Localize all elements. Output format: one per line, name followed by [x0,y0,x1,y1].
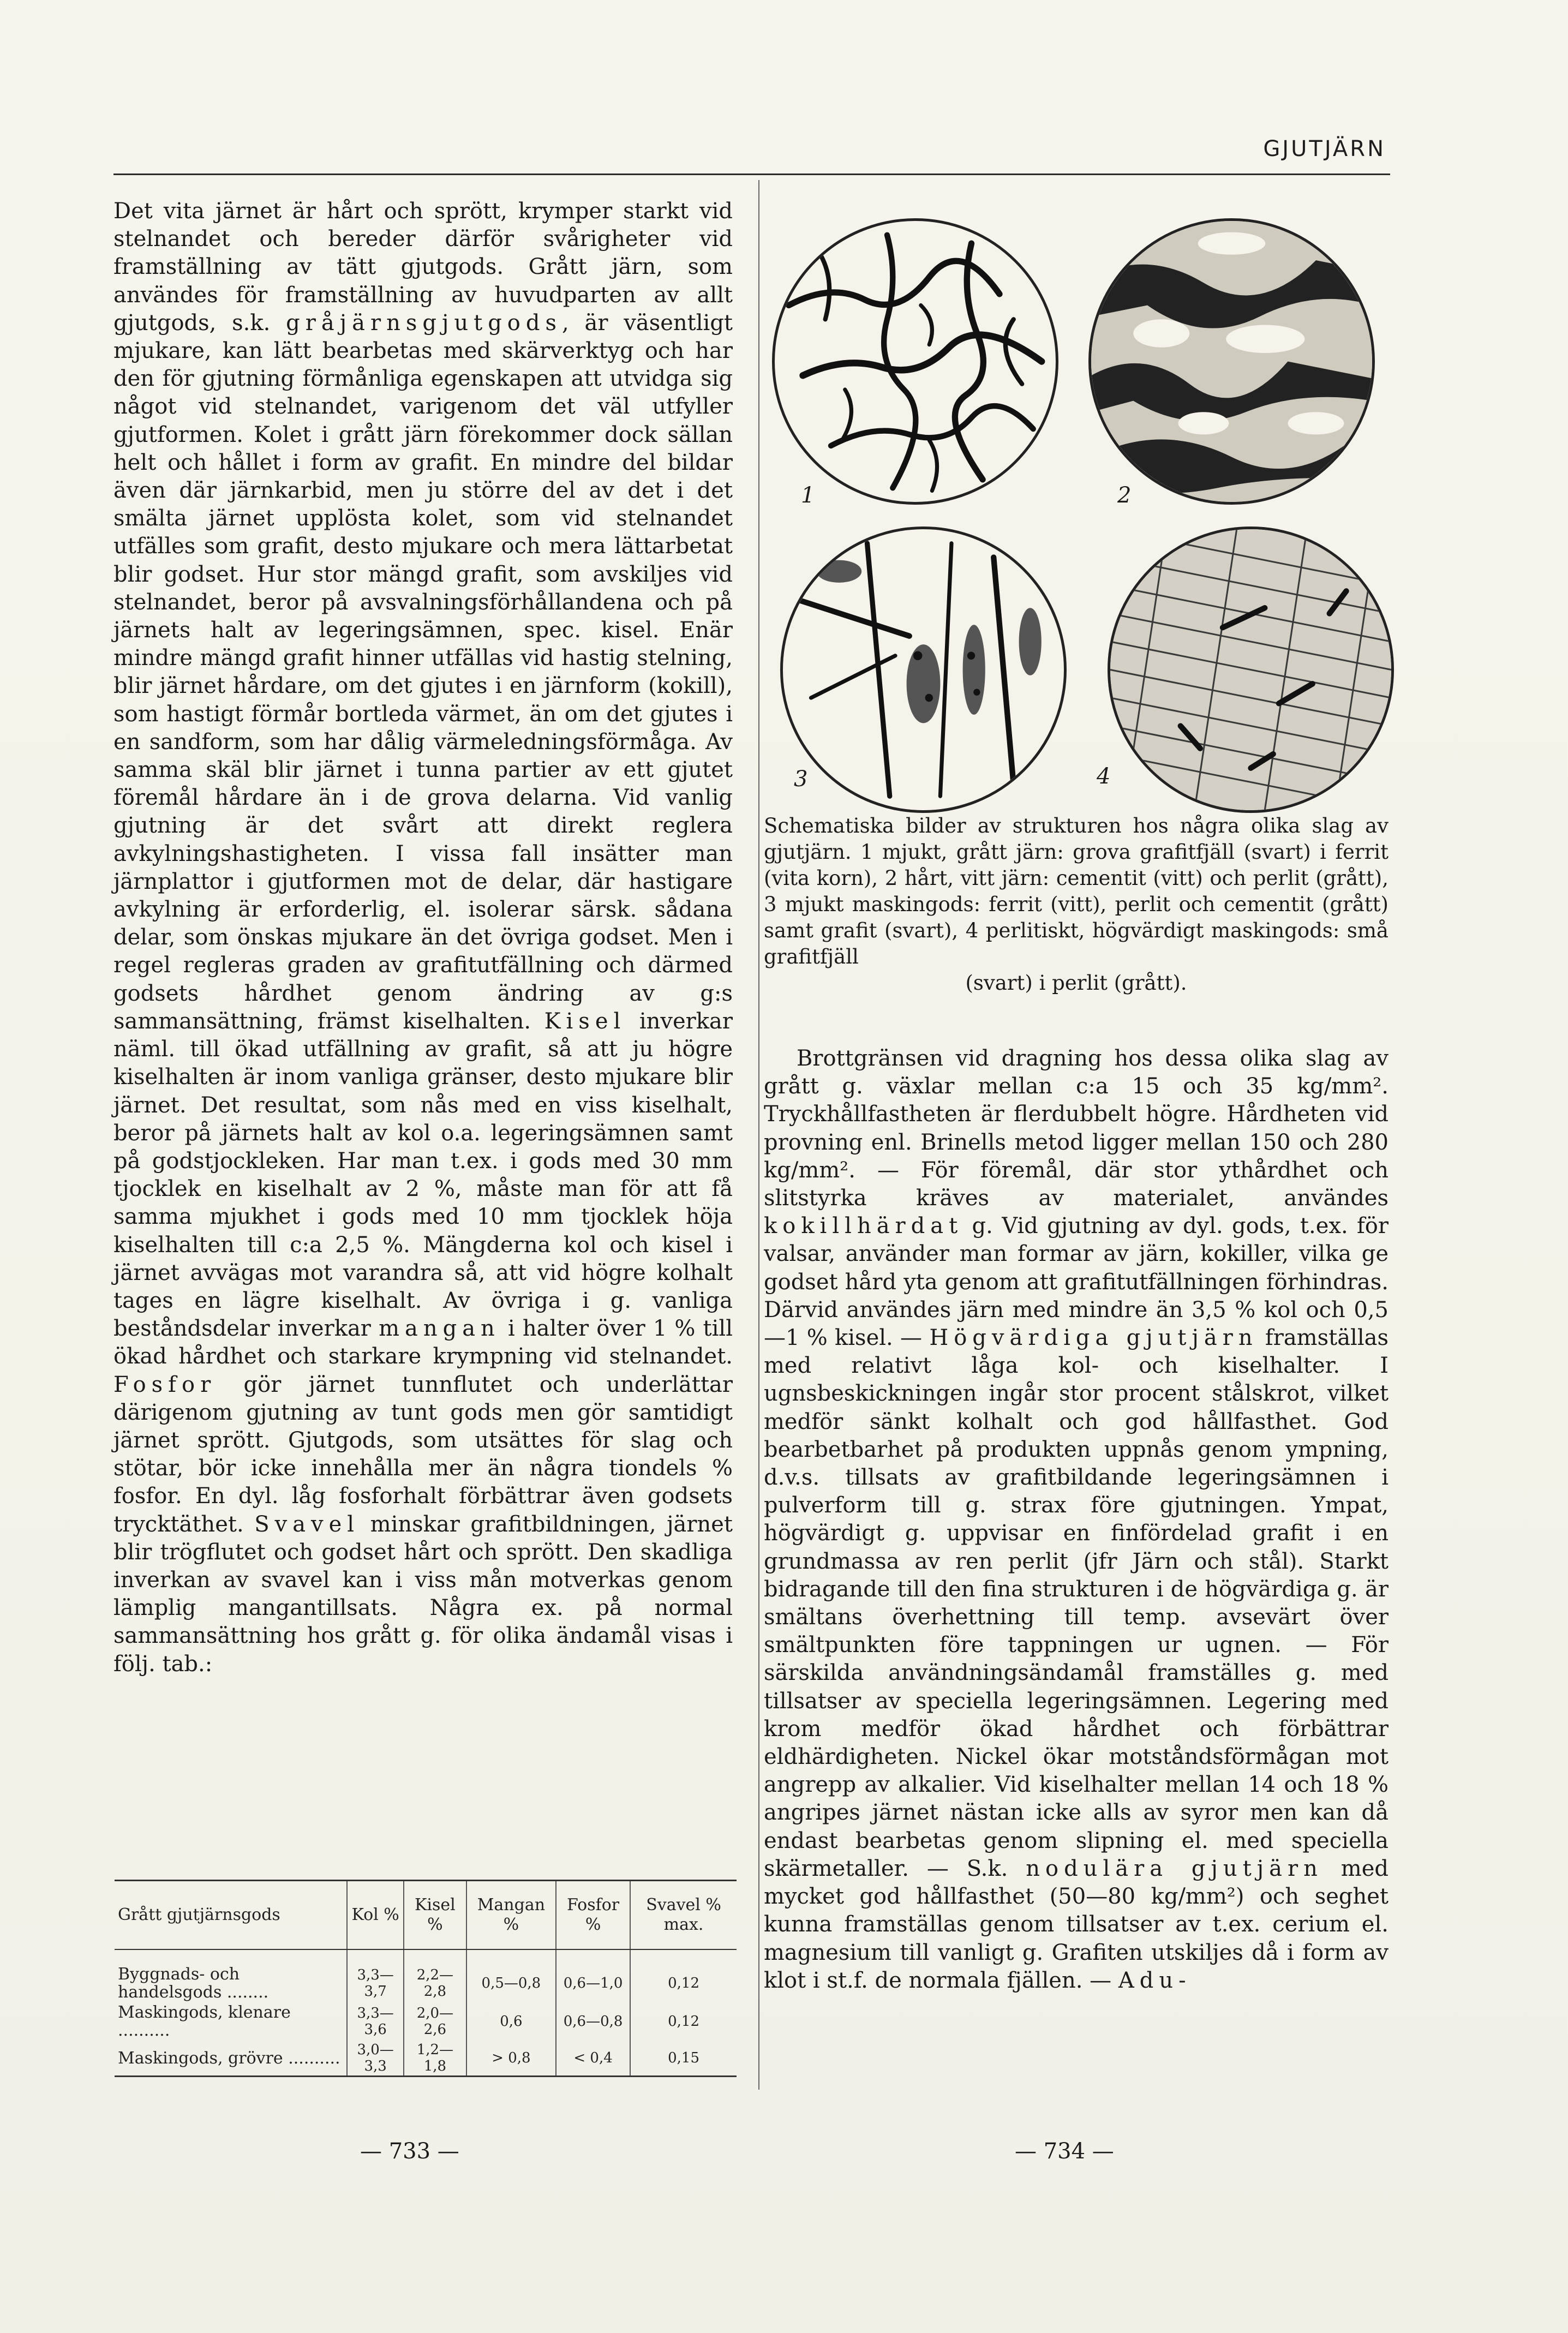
header-rule [113,174,1390,175]
figure-label: 3 [794,767,808,792]
table-cell: 0,5—0,8 [466,1964,556,2002]
table-cell: 0,6 [466,2002,556,2041]
table-row [115,1964,737,2002]
spaced-term: Kisel [544,1008,626,1034]
table-cell: 0,15 [630,2041,737,2077]
caption-text-end: (svart) i perlit (grått). [965,971,1187,995]
table-cell: 3,0—3,3 [347,2041,404,2077]
micrograph-pearlitic-high-grade [1108,527,1394,813]
page-number-left: — 733 — [360,2139,459,2164]
table-header: Fosfor % [556,1881,630,1950]
table-header: Svavel % max. [630,1881,737,1950]
spaced-term: Svavel [254,1511,360,1537]
table-header: Kol % [347,1881,404,1950]
running-head: GJUTJÄRN [1263,136,1386,161]
table-header: Grått gjutjärnsgods [115,1881,347,1950]
column-divider [758,180,759,2090]
text-run: med mycket god hållfasthet (50—80 kg/mm²) och seghet kunna framställas genom tillsatser av t.ex. cerium el. magnesium till vanligt g. Grafiten utskiljes då i form av klot i st.f. de normala fjällen. — [764,1856,1389,1993]
table-cell: 0,6—0,8 [556,2002,630,2041]
table-cell: > 0,8 [466,2041,556,2077]
figure-label: 2 [1117,483,1132,508]
text-run: g. Vid gjutning av dyl. gods, t.ex. för valsar, använder man formar av järn, kokiller, vilka ge godset hård yta genom att grafitutfällningen förhindras. Därvid användes järn med mindre än 3,5 % kol och 0,5—1 % kisel. — [764,1213,1389,1351]
spaced-term: mangan [379,1316,500,1342]
figure-caption [764,813,1389,996]
micrograph-soft-grey-iron [772,218,1058,505]
table-cell: 2,2—2,8 [404,1964,466,2002]
table-cell: 0,6—1,0 [556,1964,630,2002]
table-header: Mangan % [466,1881,556,1950]
table-cell: Maskingods, grövre .......... [115,2041,347,2077]
spaced-term: kokillhärdat [764,1213,963,1239]
figure-label: 1 [801,483,815,508]
right-column [764,1045,1389,1995]
spaced-term: nodulära gjutjärn [1026,1856,1323,1881]
spaced-term: Adu- [1118,1967,1192,1993]
table-cell: < 0,4 [556,2041,630,2077]
spaced-term: Högvärdiga gjutjärn [929,1325,1258,1351]
text-run: inverkar näml. till ökad utfällning av grafit, så att ju högre kiselhalten är inom vanliga gränser, desto mjukare blir järnet. Det resultat, som nås med en viss kiselhalt, beror på järnets halt av kol o.a. legeringsämnen samt på godstjockleken. Har man t.ex. i gods med 30 mm tjocklek en kiselhalt av 2 %, måste man för att få samma mjukhet i gods med 10 mm tjocklek höja kiselhalten till c:a 2,5 %. Mängderna kol och kisel i järnet avvägas mot varandra så, att vid högre kolhalt tages en lägre kiselhalt. Av övriga i g. vanliga beståndsdelar inverkar [113,1008,733,1342]
text-run: framställas med relativt låga kol- och kiselhalter. I ugnsbeskickningen ingår stor procent stålskrot, vilket medför sänkt kolhalt och god hållfasthet. God bearbetbarhet på produkten uppnås genom ympning, d.v.s. tillsats av grafitbildande legeringsämnen i pulverform till g. strax före gjutningen. Ympat, högvärdigt g. uppvisar en finfördelad grafit i en grundmassa av ren perlit (jfr Järn och stål). Starkt bidragande till den fina strukturen i de högvärdiga g. är smältans överhettning till temp. avsevärt över smältpunkten före tappningen ur ugnen. — För särskilda användningsändamål framställes g. med tillsatser av speciella legeringsämnen. Legering med krom medför ökad hårdhet och förbättrar eldhärdigheten. Nickel ökar motståndsförmågan mot angrepp av alkalier. Vid kiselhalter mellan 14 och 18 % angripes järnet nästan icke alls av syror men kan då endast bearbetas genom slipning el. med speciella skärmetaller. — S.k. [764,1325,1389,1881]
text-run: minskar grafitbildningen, järnet blir trögflutet och godset hårt och sprött. Den skadliga inverkan av svavel kan i viss mån motverkas genom lämplig mangantillsats. Några ex. på normal sammansättning hos grått g. för olika ändamål visas i följ. tab.: [113,1511,733,1677]
table-cell: Maskingods, klenare .......... [118,2003,291,2040]
caption-text: Schematiska bilder av strukturen hos några olika slag av gjutjärn. 1 mjukt, grått järn: grova grafitfjäll (svart) i ferrit (vita korn), 2 hårt, vitt järn: cementit (vitt) och perlit (grått), 3 mjukt maskingods: ferrit (vitt), perlit och cementit (grått) samt grafit (svart), 4 perlitiskt, högvärdigt maskingods: små grafitfjäll [764,814,1389,968]
left-column-text [113,198,733,1678]
table-cell: 0,12 [630,2002,737,2041]
table-cell: 2,0—2,6 [404,2002,466,2041]
text-run: i halter över 1 % till ökad hårdhet och starkare krympning vid stelnandet. [113,1316,733,1369]
micrograph-soft-machine-casting [780,527,1067,813]
figure-label: 4 [1097,764,1111,789]
micrograph-hard-white-iron [1088,218,1375,505]
text-run: Det vita järnet är hårt och sprött, krymper starkt vid stelnandet och bereder därför svårigheter vid framställning av tätt gjutgods. Grått järn, som användes för framställning av huvudparten av allt gjutgods, s.k. [113,199,733,336]
table-cell: 0,12 [630,1964,737,2002]
left-column [113,198,733,1678]
page-number-right: — 734 — [1015,2139,1114,2164]
table-cell: 3,3—3,6 [347,2002,404,2041]
text-run: Brottgränsen vid dragning hos dessa olika slag av grått g. växlar mellan c:a 15 och 35 kg/mm². Tryckhållfastheten är flerdubbelt högre. Hårdheten vid provning enl. Brinells metod ligger mellan 150 och 280 kg/mm². — För föremål, där stor ythårdhet och slitstyrka kräves av materialet, användes [764,1046,1389,1211]
table-header-row [115,1881,737,1950]
composition-table [115,1880,737,2077]
spaced-term: gråjärnsgjutgods [286,310,562,336]
table-row [115,2041,737,2077]
right-column-text [764,1045,1389,1995]
text-run: , är väsentligt mjukare, kan lätt bearbetas med skärverktyg och har den för gjutning förmånliga egenskapen att utvidga sig något vid stelnandet, varigenom det väl utfyller gjutformen. Kolet i grått järn förekommer dock sällan helt och hållet i form av grafit. En mindre del bildar även där järnkarbid, men ju större del av det i det smälta järnet upplösta kolet, som vid stelnandet utfälles som grafit, desto mjukare och mera lättarbetat blir godset. Hur stor mängd grafit, som avskiljes vid stelnandet, beror på avsvalningsförhållandena och på järnets halt av legeringsämnen, spec. kisel. Enär mindre mängd grafit hinner utfällas vid hastig stelning, blir järnet hårdare, om det gjutes i en järnform (kokill), som hastigt förmår bortleda värmet, än om det gjutes i en sandform, som har dålig värmeledningsförmåga. Av samma skäl blir järnet i tunna partier av ett gjutet föremål hårdare än i de grova delarna. Vid vanlig gjutning är det svårt att direkt reglera avkylningshastigheten. I vissa fall insätter man järnplattor i gjutformen mot de delar, där hastigare avkylning är erforderlig, el. isolerar särsk. sådana delar, som önskas mjukare än det övriga godset. Men i regel regleras graden av grafitutfällning och därmed godsets hårdhet genom ändring av g:s sammansättning, främst kiselhalten. [113,310,733,1034]
text-run: gör järnet tunnflutet och underlättar därigenom gjutning av tunt gods men gör samtidigt järnet sprött. Gjutgods, som utsättes för slag och stötar, bör icke innehålla mer än några tiondels % fosfor. En dyl. låg fosforhalt förbättrar även godsets trycktäthet. [113,1372,733,1537]
table-cell: Byggnads- och handelsgods ........ [118,1965,269,2002]
table-spacer [115,1949,737,1964]
table-cell: 1,2—1,8 [404,2041,466,2077]
spaced-term: Fosfor [113,1372,217,1397]
table-cell: 3,3—3,7 [347,1964,404,2002]
table-header: Kisel % [404,1881,466,1950]
table-row [115,2002,737,2041]
